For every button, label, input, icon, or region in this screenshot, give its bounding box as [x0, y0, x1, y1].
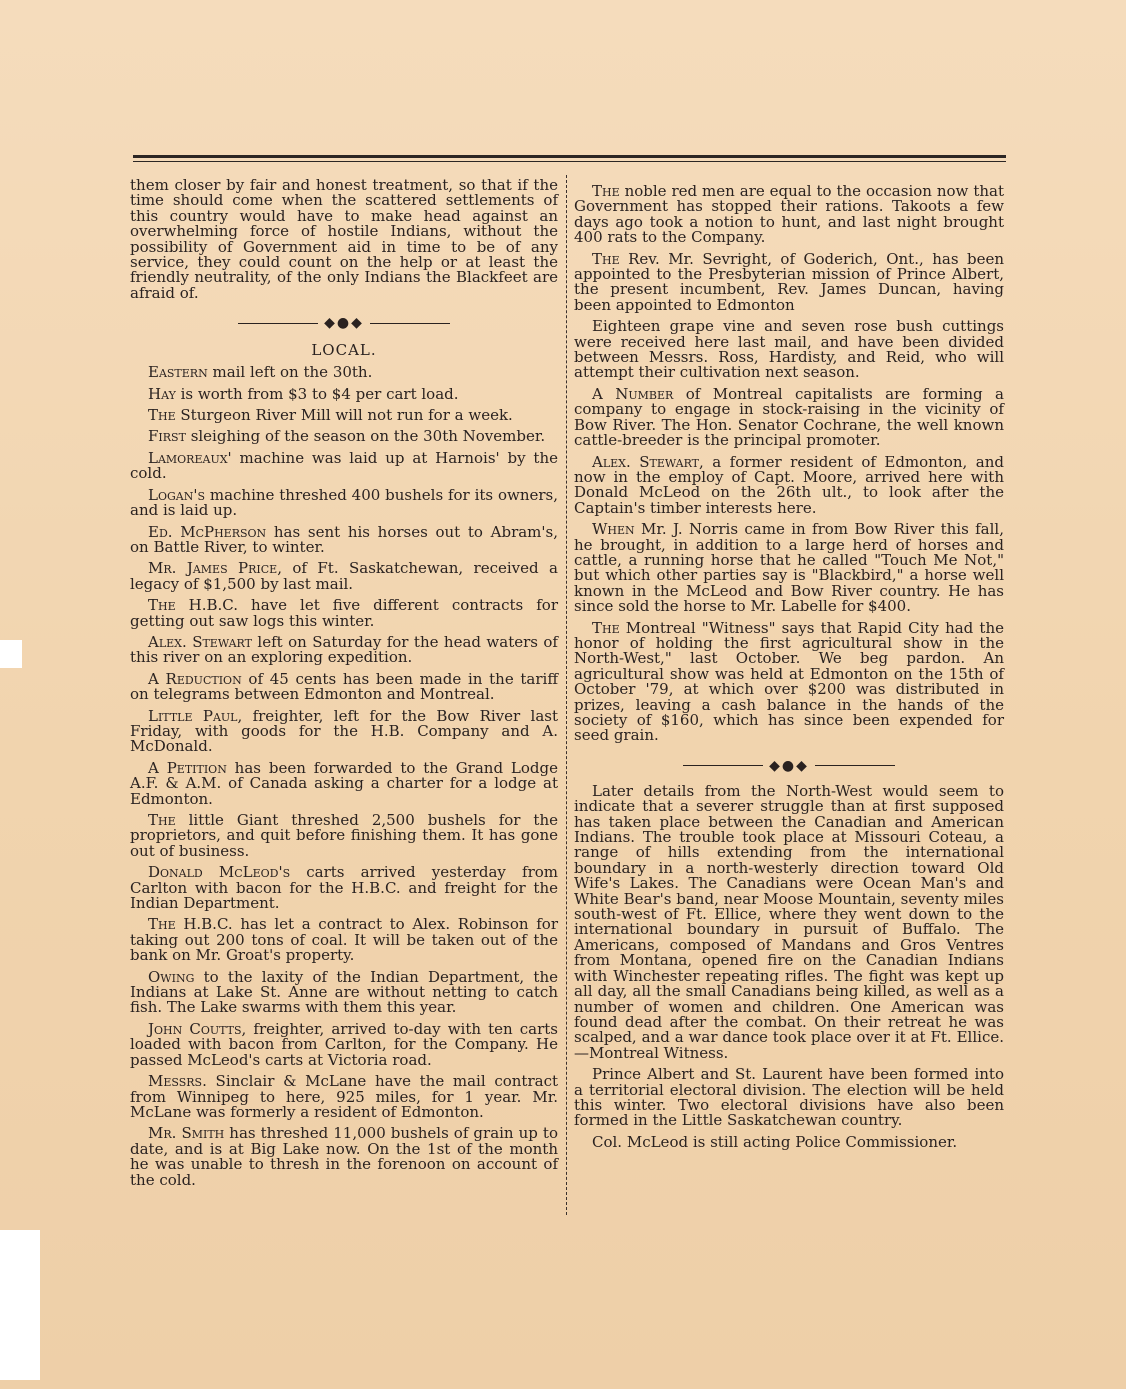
news-item	[574, 1067, 1004, 1129]
news-item	[130, 917, 558, 963]
news-item	[130, 561, 558, 592]
news-item	[130, 365, 558, 380]
news-item	[574, 249, 1004, 314]
column-divider	[566, 175, 568, 1215]
item-lead: Messrs.	[148, 1072, 207, 1091]
item-lead: Mr. Smith	[148, 1124, 225, 1143]
item-text: sleighing of the season on the 30th November.	[185, 427, 546, 446]
news-item	[574, 452, 1005, 517]
news-item	[574, 522, 1004, 614]
item-text: Mr. J. Norris came in from Bow River this fall, he brought, in addition to a large herd of horses and cattle, a running horse that he called "Touch Me Not," but which other parties say is "Blackbird," a horse well known in the McLeod and Bow River country. He has since sold the horse to Mr. Labelle for $400.	[574, 520, 1004, 616]
right-items	[574, 184, 1004, 744]
item-lead: The	[592, 249, 620, 268]
item-lead: The	[148, 406, 176, 425]
item-text: of 45 cents has been made in the tariff on telegrams between Edmonton and Montreal.	[130, 669, 558, 704]
item-lead: The	[592, 182, 620, 200]
ornament-divider: ◆●◆	[130, 315, 558, 331]
item-text: carts arrived yesterday from Carlton with bacon for the H.B.C. and freight for the Indian Department.	[130, 863, 558, 913]
item-text: of Montreal capitalists are forming a company to engage in stock-raising in the vicinity of Bow River. The Hon. Senator Cochrane, the well known cattle-breeder is the principal promoter.	[574, 384, 1004, 450]
item-text: has threshed 11,000 bushels of grain up to date, and is at Big Lake now. On the 1st of the month he was unable to thresh in the forenoon on account of the cold.	[130, 1124, 558, 1189]
news-item	[130, 485, 558, 520]
item-text: Rev. Mr. Sevright, of Goderich, Ont., has been appointed to the Presbyterian mission of Prince Albert, the present incumbent, Rev. James Duncan, having been appointed to Edmonton	[574, 249, 1004, 314]
item-lead: The	[592, 618, 620, 637]
item-lead: A Reduction	[148, 669, 242, 688]
item-lead: Hay	[148, 384, 176, 403]
news-item	[130, 408, 558, 423]
item-text: left on Saturday for the head waters of this river on an exploring expedition.	[130, 632, 558, 667]
news-item	[130, 632, 558, 667]
page-tear	[0, 1230, 40, 1380]
item-text: has sent his horses out to Abram's, on Battle River, to winter.	[130, 522, 558, 556]
item-lead: Donald McLeod's	[148, 863, 291, 882]
item-lead: Eastern	[148, 363, 208, 382]
item-text: Sturgeon River Mill will not run for a week.	[175, 406, 513, 425]
item-text: mail left on the 30th.	[207, 363, 373, 382]
item-text: H.B.C. has let a contract to Alex. Robinson for taking out 200 tons of coal. It will be taken out of the bank on Mr. Groat's property.	[130, 915, 558, 965]
item-text: Col. McLeod is still acting Police Commissioner.	[592, 1132, 958, 1151]
news-item	[130, 865, 558, 911]
item-text: Later details from the North-West would seem to indicate that a severer struggle than at first supposed has taken place between the Canadian and American Indians. The trouble took place at Missouri Coteau, a range of hills extending from the international boundary in a north-westerly direction toward Old Wife's Lakes. The Canadians were Ocean Man's and White Bear's band, near Moose Mountain, seventy miles south-west of Ft. Ellice, where they went down to the international boundary in pursuit of Buffalo. The Americans, composed of Mandans and Gros Ventres from Montana, opened fire on the Canadian Indians with Winchester repeating rifles. The fight was kept up all day, all the small Canadians being killed, as well as a number of women and children. One American was found dead after the combat. On their retreat he was scalped, and a war dance took place over it at Ft. Ellice.—Montreal Witness.	[574, 781, 1004, 1062]
right-column	[574, 178, 1004, 1150]
item-text: little Giant threshed 2,500 bushels for the proprietors, and quit before finishing them. It has gone out of business.	[130, 811, 558, 860]
item-lead: The	[148, 915, 176, 934]
item-lead: Little Paul,	[148, 706, 243, 725]
item-text: Prince Albert and St. Laurent have been formed into a territorial electoral division. The election will be held this winter. Two electoral divisions have also been formed in the Little Saskatchewan country.	[574, 1065, 1004, 1130]
ornament-divider: ◆●◆	[574, 758, 1004, 774]
news-item	[130, 758, 558, 808]
section-heading: LOCAL.	[311, 341, 377, 360]
news-item	[130, 1074, 558, 1120]
item-lead: The	[148, 596, 176, 615]
item-text: has been forwarded to the Grand Lodge A.F. & A.M. of Canada asking a charter for a lodge at Edmonton.	[130, 758, 558, 808]
news-item	[574, 781, 1004, 1062]
item-lead: Lamoreaux'	[148, 448, 232, 467]
news-item	[574, 184, 1004, 246]
item-lead: Ed. McPherson	[148, 522, 267, 541]
item-text: machine was laid up at Harnois' by the cold.	[130, 448, 558, 483]
news-item	[130, 967, 558, 1017]
news-item	[130, 448, 558, 483]
item-lead: Alex. Stewart,	[592, 452, 704, 471]
item-text: is worth from $3 to $4 per cart load.	[175, 384, 459, 403]
item-text: H.B.C. have let five different contracts for getting out saw logs this winter.	[130, 596, 558, 630]
item-lead: Owing	[148, 967, 195, 986]
item-text: noble red men are equal to the occasion now that Government has stopped their rations. Takoots a few days ago took a notion to hunt, and last night brought 400 rats to the Company.	[574, 182, 1004, 247]
news-item	[130, 429, 558, 444]
intro-paragraph: them closer by fair and honest treatment, so that if the time should come when the scattered settlements of this country would have to make head against an overwhelming force of hostile Indians, without the possibility of Government aid in time to be of any service, they could count on the help or at least the friendly neutrality, of the only Indians the Blackfeet are afraid of.	[130, 176, 558, 302]
item-lead: The	[148, 811, 176, 829]
item-text: a former resident of Edmonton, and now in the employ of Capt. Moore, arrived here with Donald McLeod on the 26th ult., to look after the Captain's timber interests here.	[574, 452, 1005, 517]
item-lead: Alex. Stewart	[148, 632, 252, 651]
item-lead: John Coutts,	[148, 1019, 247, 1038]
news-item	[130, 813, 558, 859]
item-text: freighter, arrived to-day with ten carts loaded with bacon from Carlton, for the Company. He passed McLeod's carts at Victoria road.	[130, 1019, 558, 1069]
news-item	[130, 1019, 558, 1069]
left-column	[130, 178, 558, 1188]
news-item	[130, 598, 558, 629]
item-lead: Logan's	[148, 485, 205, 504]
news-item	[574, 319, 1004, 381]
item-text: Sinclair & McLane have the mail contract from Winnipeg to here, 925 miles, for 1 year. Mr. McLane was formerly a resident of Edmonton.	[130, 1072, 558, 1121]
news-item	[130, 1126, 558, 1188]
item-lead: When	[592, 520, 635, 539]
item-text: Eighteen grape vine and seven rose bush cuttings were received here last mail, and have been divided between Messrs. Ross, Hardisty, and Reid, who will attempt their cultivation next season.	[574, 317, 1004, 382]
item-text: to the laxity of the Indian Department, the Indians at Lake St. Anne are without netting to catch fish. The Lake swarms with them this year.	[130, 967, 558, 1017]
news-item	[574, 384, 1004, 450]
local-items	[130, 365, 558, 1188]
news-item	[130, 384, 558, 403]
item-lead: A Petition	[148, 758, 227, 777]
item-lead: First	[148, 427, 186, 446]
news-item	[574, 618, 1004, 745]
item-lead: Mr. James Price,	[148, 559, 282, 578]
news-item	[574, 1132, 1004, 1151]
item-text: of Ft. Saskatchewan, received a legacy of $1,500 by last mail.	[130, 559, 558, 593]
page-tear	[0, 640, 22, 668]
top-rule-thin	[133, 161, 1006, 162]
item-text: Montreal "Witness" says that Rapid City had the honor of holding the first agricultural show in the North-West," last October. We beg pardon. An agricultural show was held at Edmonton on the 15th of October '79, at which over $200 was distributed in prizes, leaving a cash balance in the hands of the society of $160, which has since been expended for seed grain.	[574, 618, 1004, 745]
item-lead: A Number	[592, 384, 674, 403]
item-text: freighter, left for the Bow River last Friday, with goods for the H.B. Company and A. McDonald.	[130, 706, 559, 756]
news-item	[130, 522, 558, 556]
top-rule	[133, 155, 1006, 158]
news-item	[130, 669, 558, 704]
item-text: machine threshed 400 bushels for its owners, and is laid up.	[130, 485, 558, 520]
news-item	[130, 706, 559, 756]
right-after-items	[574, 781, 1004, 1151]
